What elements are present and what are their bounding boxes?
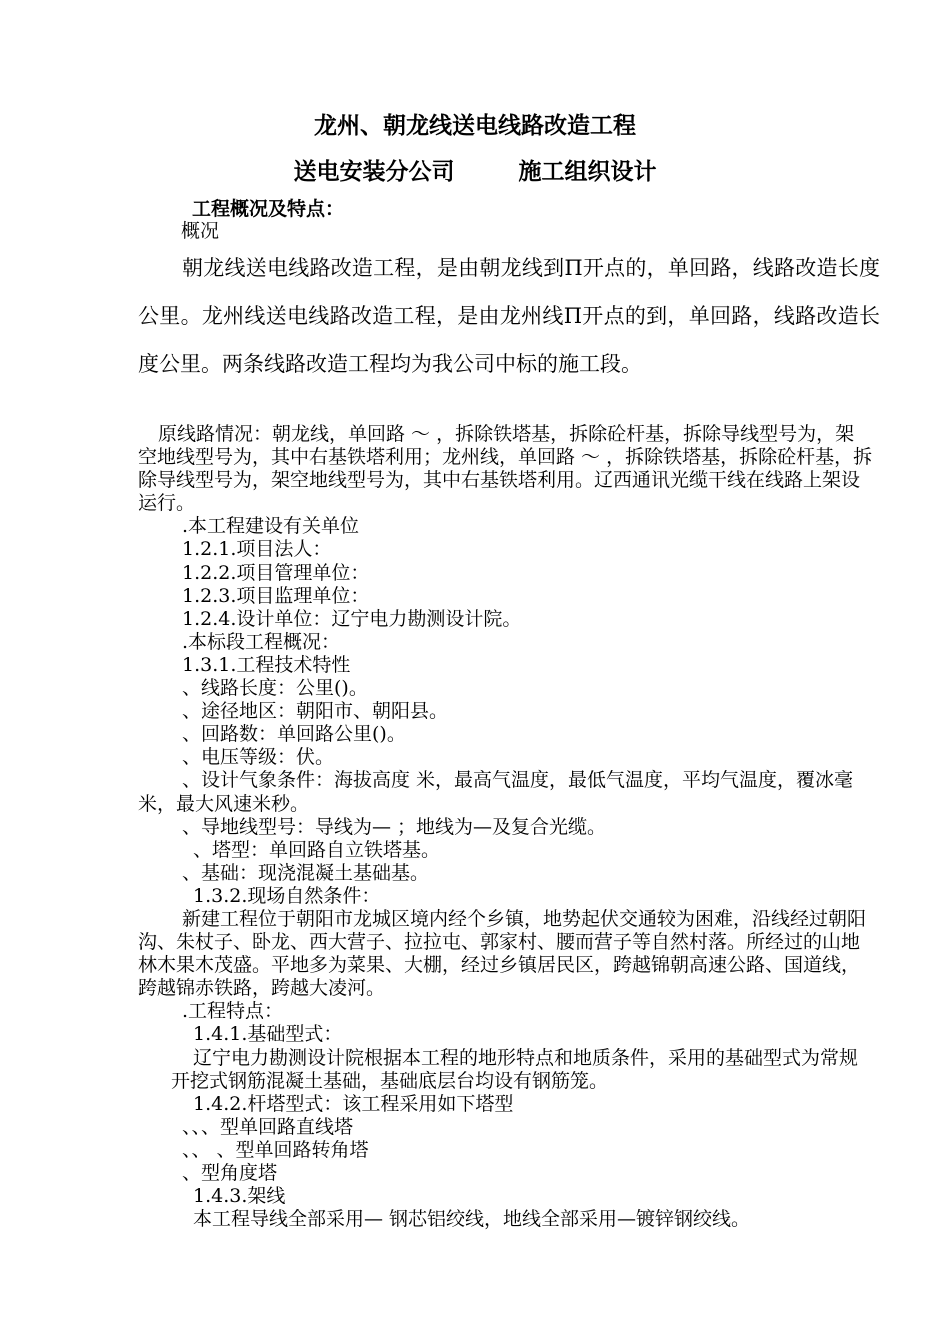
section-1-4-1: 1.4.1.基础型式： xyxy=(193,1023,343,1046)
section-1-2-4: 1.2.4.设计单位：辽宁电力勘测设计院。 xyxy=(182,607,522,630)
section-1-2-1: 1.2.1.项目法人： xyxy=(182,538,332,561)
section-1-2-2: 1.2.2.项目管理单位： xyxy=(182,561,370,584)
section-1-3-2: 1.3.2.现场自然条件： xyxy=(193,884,381,907)
item-foundation: 、基础：现浇混凝土基础基。 xyxy=(182,861,430,884)
nature-paragraph: 新建工程位于朝阳市龙城区境内经个乡镇，地势起伏交通较为困难，沿线经过朝阳沟、朱杖子、卧龙、西大营子、拉拉屯、郭家村、腰而营子等自然村落。所经过的山地林木果木茂盛。平地多为菜果、大棚，经过乡镇居民区，跨越锦朝高速公路、国道线，跨越锦赤铁路，跨越大凌河。 xyxy=(138,907,867,1000)
section-1-3: .本标段工程概况： xyxy=(182,630,341,653)
item-weather-conditions: 、设计气象条件：海拔高度 米，最高气温度，最低气温度，平均气温度，覆冰毫米，最大风速米秒。 xyxy=(138,769,854,815)
item-circuit-count: 、回路数：单回路公里()。 xyxy=(182,723,406,746)
tower-line-3: 、型角度塔 xyxy=(182,1162,278,1184)
section-1-3-1: 1.3.1.工程技术特性 xyxy=(182,653,351,676)
section-1-2-3: 1.2.3.项目监理单位： xyxy=(182,584,370,607)
document-body xyxy=(138,423,873,1231)
item-line-length: 、线路长度：公里()。 xyxy=(182,677,368,700)
overview-label: 概况 xyxy=(181,220,220,242)
section-1-2: .本工程建设有关单位 xyxy=(182,515,360,538)
tower-line-2: 、、 、型单回路转角塔 xyxy=(182,1138,369,1161)
wire-paragraph: 本工程导线全部采用— 钢芯铝绞线，地线全部采用—镀锌钢绞线。 xyxy=(193,1208,751,1231)
intro-paragraph: 朝龙线送电线路改造工程，是由朝龙线到Π开点的，单回路，线路改造长度公里。龙州线送电线路改造工程，是由龙州线Π开点的到，单回路，线路改造长度公里。两条线路改造工程均为我公司中标的施工段。 xyxy=(138,256,880,376)
item-route-area: 、途径地区：朝阳市、朝阳县。 xyxy=(182,700,449,723)
section-1-4: .工程特点： xyxy=(182,1000,284,1023)
item-voltage-level: 、电压等级：伏。 xyxy=(182,746,335,769)
section-1-4-2: 1.4.2.杆塔型式：该工程采用如下塔型 xyxy=(193,1092,514,1115)
document-title: 龙州、朝龙线送电线路改造工程 xyxy=(314,112,636,139)
tower-line-1: 、、、型单回路直线塔 xyxy=(182,1115,354,1138)
foundation-paragraph: 辽宁电力勘测设计院根据本工程的地形特点和地质条件，采用的基础型式为常规开挖式钢筋混凝土基础，基础底层台均设有钢筋笼。 xyxy=(171,1046,859,1092)
section-heading: 工程概况及特点： xyxy=(192,198,345,220)
original-line-paragraph: 原线路情况：朝龙线，单回路 ～ ，拆除铁塔基，拆除砼杆基，拆除导线型号为，架空地线型号为，其中右基铁塔利用；龙州线，单回路 ～ ，拆除铁塔基，拆除砼杆基，拆除导线型号为，架空地线型号为，其中右基铁塔利用。辽西通讯光缆干线在线路上架设运行。 xyxy=(138,423,873,515)
section-1-4-3: 1.4.3.架线 xyxy=(193,1185,286,1208)
item-wire-type: 、导地线型号：导线为— ；地线为—及复合光缆。 xyxy=(182,815,607,838)
item-tower-type: 、塔型：单回路自立铁塔基。 xyxy=(193,838,441,861)
document-subtitle: 送电安装分公司 施工组织设计 xyxy=(293,158,657,185)
